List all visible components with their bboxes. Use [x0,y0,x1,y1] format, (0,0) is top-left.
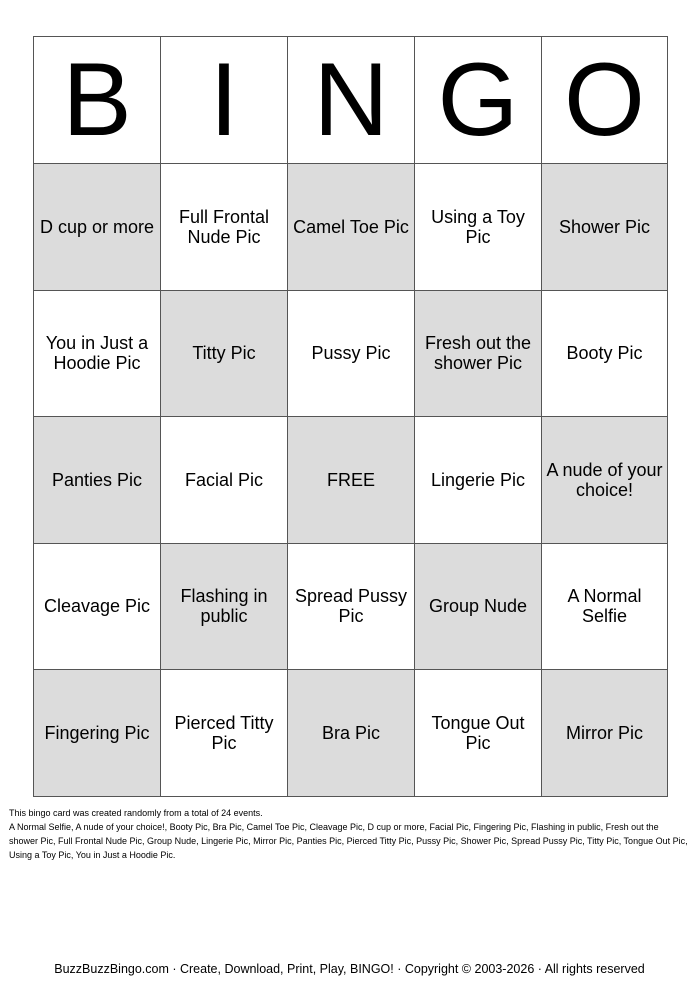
bingo-square: Using a Toy Pic [415,164,542,291]
bingo-square: A Normal Selfie [542,544,668,671]
bingo-square: Cleavage Pic [34,544,161,671]
bingo-square: Flashing in public [161,544,288,671]
bingo-square: Tongue Out Pic [415,670,542,797]
bingo-square: D cup or more [34,164,161,291]
bingo-square: Facial Pic [161,417,288,544]
bingo-square: Group Nude [415,544,542,671]
card-footnote [9,806,689,862]
bingo-square: Bra Pic [288,670,415,797]
bingo-square: Pussy Pic [288,291,415,418]
header-letter-o: O [542,37,668,164]
bingo-square: FREE [288,417,415,544]
bingo-square: Full Frontal Nude Pic [161,164,288,291]
header-letter-g: G [415,37,542,164]
bingo-square: Fingering Pic [34,670,161,797]
bingo-square: A nude of your choice! [542,417,668,544]
header-letter-n: N [288,37,415,164]
footnote-intro: This bingo card was created randomly from a total of 24 events. [9,808,263,818]
bingo-square: Camel Toe Pic [288,164,415,291]
bingo-square: Pierced Titty Pic [161,670,288,797]
bingo-square: Panties Pic [34,417,161,544]
bingo-square: Fresh out the shower Pic [415,291,542,418]
bingo-square: Mirror Pic [542,670,668,797]
bingo-square: Booty Pic [542,291,668,418]
footnote-events: A Normal Selfie, A nude of your choice!, Booty Pic, Bra Pic, Camel Toe Pic, Cleavage Pic, D cup or more, Facial Pic, Fingering Pic, Flashing in public, Fresh out the shower Pic, Full Frontal Nude Pic, Group Nude, Lingerie Pic, Mirror Pic, Panties Pic, Pierced Titty Pic, Pussy Pic, Shower Pic, Spread Pussy Pic, Titty Pic, Tongue Out Pic, Using a Toy Pic, You in Just a Hoodie Pic. [9,822,688,860]
bingo-square: Titty Pic [161,291,288,418]
site-footer: BuzzBuzzBingo.com · Create, Download, Print, Play, BINGO! · Copyright © 2003-2026 · All rights reserved [54,962,645,976]
bingo-square: You in Just a Hoodie Pic [34,291,161,418]
header-letter-b: B [34,37,161,164]
bingo-square: Spread Pussy Pic [288,544,415,671]
bingo-square: Shower Pic [542,164,668,291]
bingo-card [33,36,668,797]
header-letter-i: I [161,37,288,164]
bingo-square: Lingerie Pic [415,417,542,544]
